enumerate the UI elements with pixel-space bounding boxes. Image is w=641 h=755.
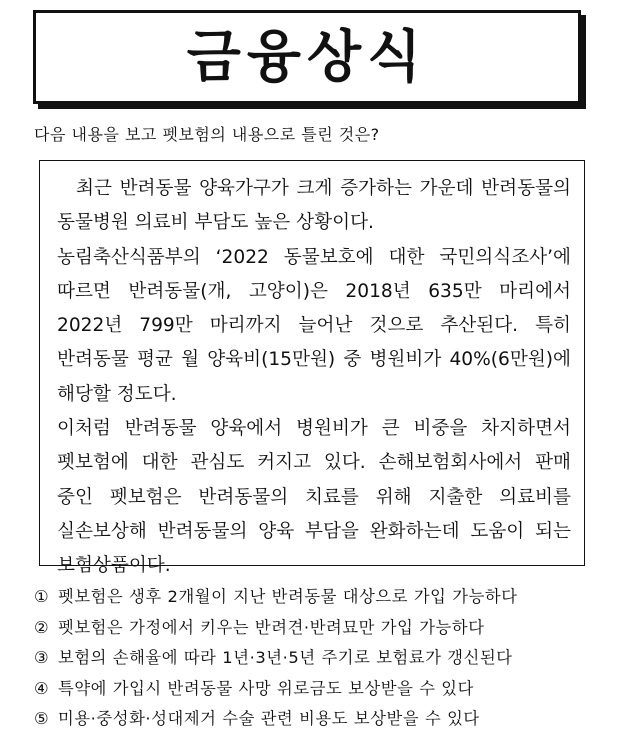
choice-number: ② [34,617,50,637]
choice-2[interactable] [34,613,604,644]
title-box [33,10,581,104]
choice-text: 펫보험은 생후 2개월이 지난 반려동물 대상으로 가입 가능하다 [58,587,518,606]
choice-number: ⑤ [34,709,50,728]
choice-5[interactable] [34,704,604,735]
question-text: 다음 내용을 보고 펫보험의 내용으로 틀린 것은? [34,125,380,144]
passage-paragraph-2: 농림축산식품부의 ‘2022 동물보호에 대한 국민의식조사’에 따르면 반려동물(개, 고양이)은 2018년 635만 마리에서 2022년 799만 마리까지 늘어난 것으로 추산된다. 특히 반려동물 평균 월 양육비(15만원) 중 병원비가 40%(6만원)에 해당할 정도다. [57,246,571,405]
choice-text: 특약에 가입시 반려동물 사망 위로금도 보상받을 수 있다 [58,678,474,698]
choice-number: ① [34,587,50,606]
passage-paragraph-1: 최근 반려동물 양육가구가 크게 증가하는 가운데 반려동물의 동물병원 의료비 부담도 높은 상황이다. [57,178,571,234]
answer-choices [34,582,604,735]
choice-text: 펫보험은 가정에서 키우는 반려견·반려묘만 가입 가능하다 [58,617,485,637]
page-title: 금융상식 [186,24,428,90]
choice-4[interactable] [34,674,604,705]
passage-box [39,160,585,577]
choice-number: ④ [34,678,50,698]
choice-3[interactable] [34,643,604,674]
choice-1[interactable] [34,582,604,613]
passage-paragraph-3: 이처럼 반려동물 양육에서 병원비가 큰 비중을 차지하면서 펫보험에 대한 관심도 커지고 있다. 손해보험회사에서 판매 중인 펫보험은 반려동물의 치료를 위해 지출한 의료비를 실손보상해 반려동물의 양육 부담을 완화하는데 도움이 되는 보험상품이다. [57,418,571,577]
choice-text: 미용·중성화·성대제거 수술 관련 비용도 보상받을 수 있다 [58,709,480,728]
choice-text: 보험의 손해율에 따라 1년·3년·5년 주기로 보험료가 갱신된다 [58,648,513,667]
choice-number: ③ [34,648,50,667]
